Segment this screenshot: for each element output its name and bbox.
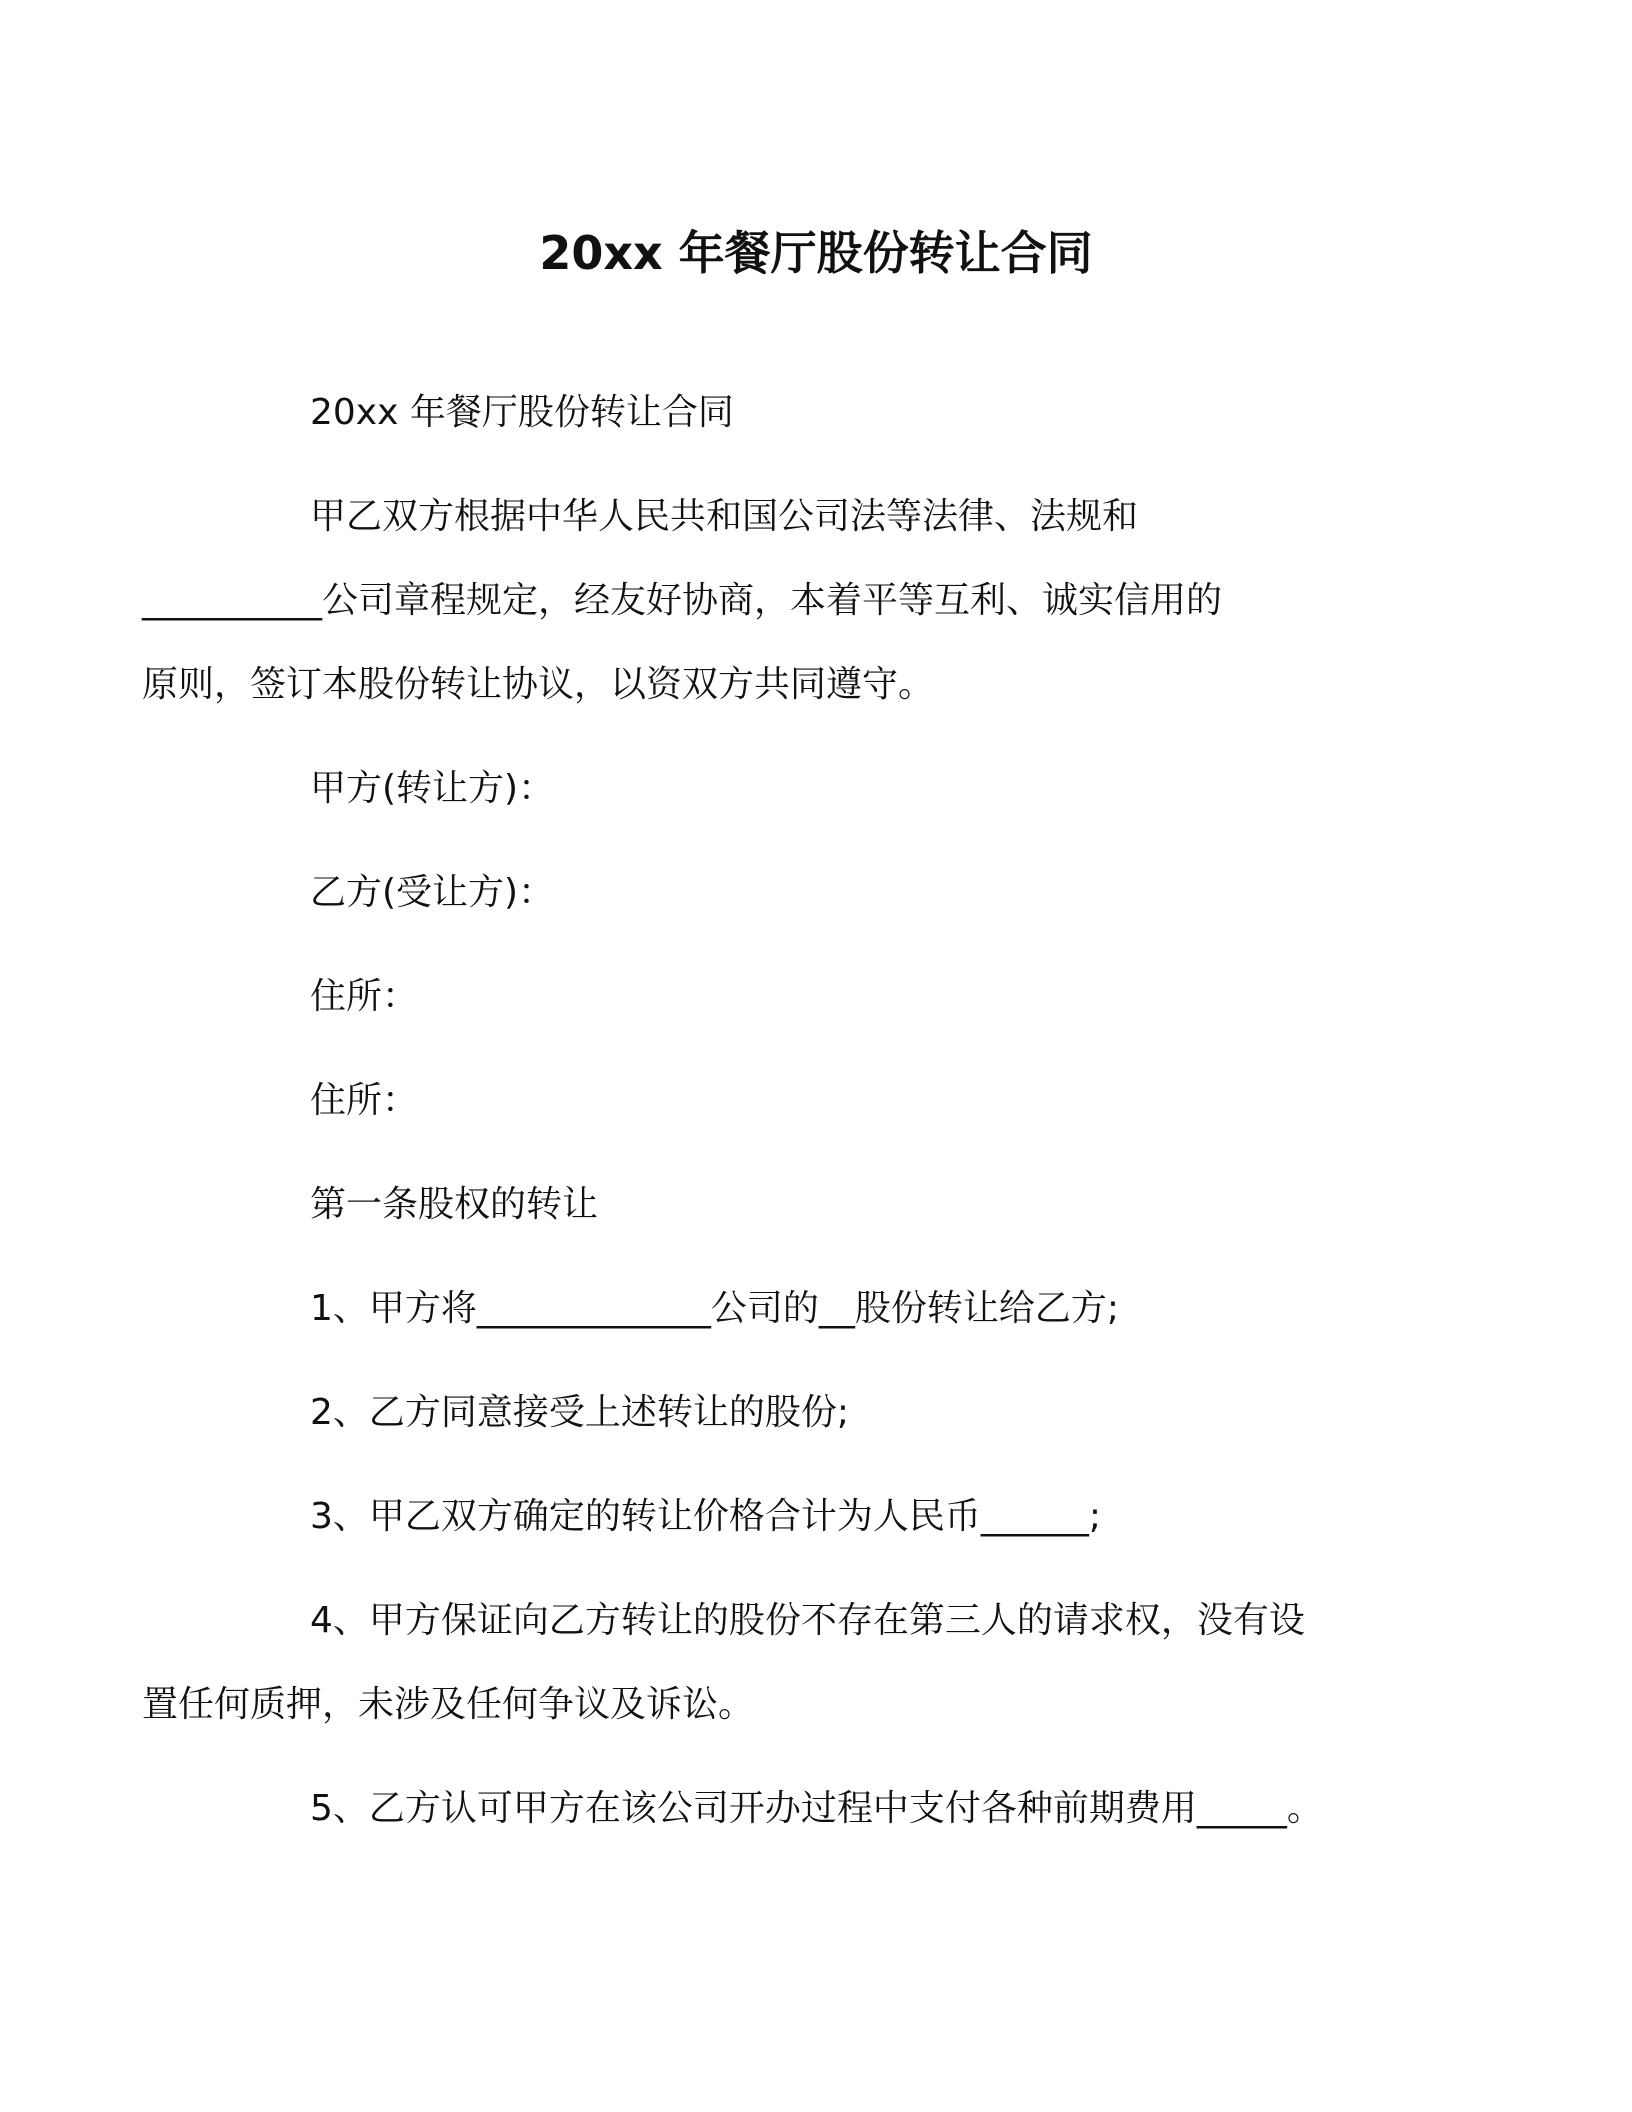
address-b-label: 住所： xyxy=(310,1080,419,1121)
clause-4 xyxy=(142,1600,1394,1726)
article-heading: 第一条股权的转让 xyxy=(310,1184,599,1225)
clause-1: 1、甲方将_____________公司的__股份转让给乙方; xyxy=(310,1288,1120,1329)
address-a-label: 住所： xyxy=(310,976,419,1017)
clause-line: 4、甲方保证向乙方转让的股份不存在第三人的请求权，没有设 xyxy=(310,1600,1305,1641)
subtitle: 20xx 年餐厅股份转让合同 xyxy=(310,392,734,433)
party-a-label: 甲方(转让方)： xyxy=(310,768,555,809)
preamble-line: __________公司章程规定，经友好协商，本着平等互利、诚实信用的 xyxy=(142,580,1223,621)
document-body xyxy=(142,392,1394,1892)
clause-5: 5、乙方认可甲方在该公司开办过程中支付各种前期费用_____。 xyxy=(310,1788,1323,1829)
preamble-paragraph xyxy=(142,496,1394,706)
clause-line: 置任何质押，未涉及任何争议及诉讼。 xyxy=(142,1684,755,1725)
clause-3: 3、甲乙双方确定的转让价格合计为人民币______; xyxy=(310,1496,1102,1537)
clause-2: 2、乙方同意接受上述转让的股份; xyxy=(310,1392,850,1433)
party-b-label: 乙方(受让方)： xyxy=(310,872,555,913)
preamble-line: 原则，签订本股份转让协议，以资双方共同遵守。 xyxy=(142,664,935,705)
document-title: 20xx 年餐厅股份转让合同 xyxy=(539,226,1093,280)
preamble-line: 甲乙双方根据中华人民共和国公司法等法律、法规和 xyxy=(310,496,1139,537)
